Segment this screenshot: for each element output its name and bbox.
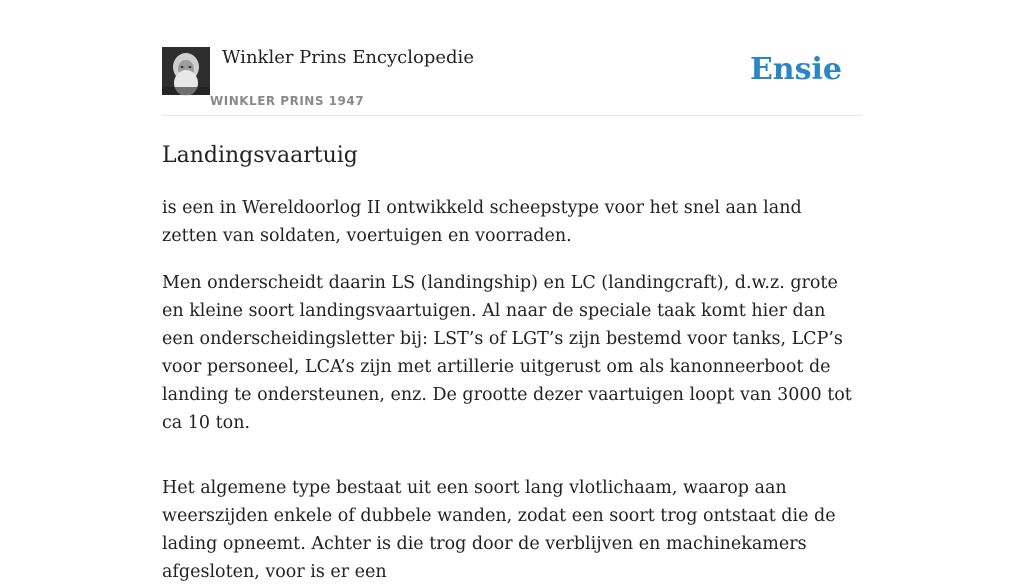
- article-paragraph: is een in Wereldoorlog II ontwikkeld scheepstype voor het snel aan land zetten van soldaten, voertuigen en voorraden.: [162, 198, 802, 246]
- source-subtitle: WINKLER PRINS 1947: [210, 94, 365, 108]
- source-header: [162, 46, 862, 116]
- portrait-icon: [162, 47, 210, 95]
- page: [162, 0, 862, 586]
- brand-logo-link[interactable]: Ensie: [749, 52, 842, 87]
- avatar[interactable]: [162, 47, 210, 95]
- source-title[interactable]: Winkler Prins Encyclopedie: [222, 47, 474, 68]
- article-paragraph: Men onderscheidt daarin LS (landingship) en LC (landingcraft), d.w.z. grote en kleine soort landingsvaartuigen. Al naar de speciale taak komt hier dan een onderscheidingsletter bij: LST’s of LGT’s zijn bestemd voor tanks, LCP’s voor personeel, LCA’s zijn met artillerie uitgerust om als kanonneerboot de landing te ondersteunen, enz. De grootte dezer vaartuigen loopt van 3000 tot ca 10 ton.: [162, 273, 852, 433]
- article-paragraph: Het algemene type bestaat uit een soort lang vlotlichaam, waarop aan weerszijden enkele of dubbele wanden, zodat een soort trog ontstaat die de lading opneemt. Achter is die trog door de verblijven en machinekamers afgesloten, voor is er een: [162, 478, 836, 582]
- article-body: [162, 194, 862, 586]
- article-title: Landingsvaartuig: [162, 143, 358, 168]
